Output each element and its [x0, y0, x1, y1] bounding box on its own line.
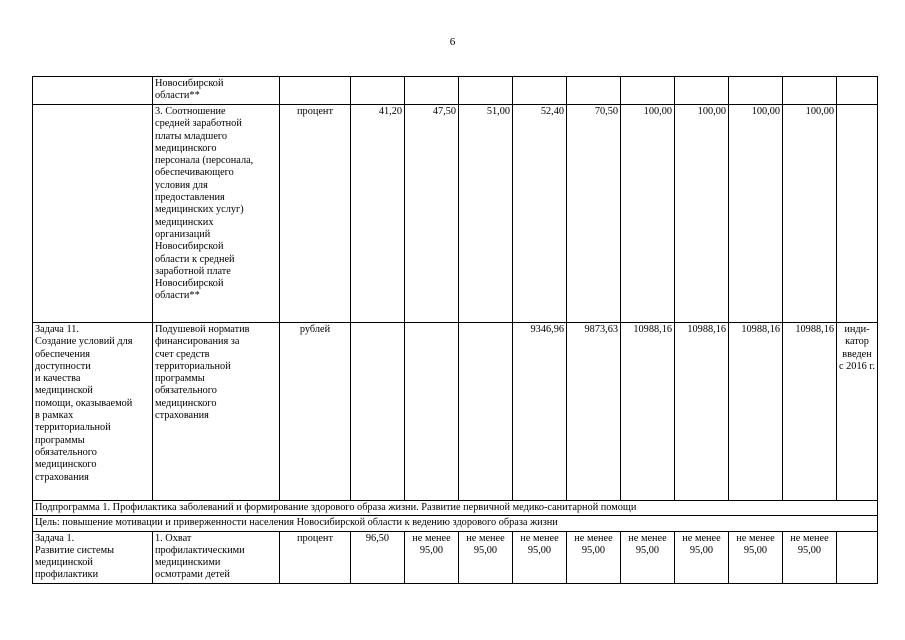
subprogram-row — [33, 501, 878, 516]
goal-title: Цель: повышение мотивации и приверженности населения Новосибирской области к ведению здорового образа жизни — [33, 516, 878, 531]
cell-text-line: 95,00 — [581, 544, 606, 556]
value-cell: 9873,63 — [567, 323, 621, 501]
cell-text-line: 95,00 — [797, 544, 822, 556]
note-cell — [837, 531, 878, 583]
cell-text-line: помощи, оказываемой — [35, 397, 133, 409]
note-cell — [837, 77, 878, 105]
value-cell — [405, 323, 459, 501]
cell-text-line: профилактики — [35, 569, 99, 581]
cell-text-line: профилактическими — [155, 544, 245, 556]
value-cell — [729, 531, 783, 583]
table-row — [33, 105, 878, 323]
value-cell: 47,50 — [405, 105, 459, 323]
cell-text-line: доступности — [35, 360, 91, 372]
note-cell — [837, 323, 878, 501]
value-cell: 10988,16 — [729, 323, 783, 501]
cell-text-line: 96,50 — [365, 532, 390, 544]
cell-text-line: 95,00 — [419, 544, 444, 556]
cell-text-line: Развитие системы — [35, 544, 115, 556]
cell-text-line: не менее — [628, 532, 667, 544]
cell-text-line: не менее — [682, 532, 721, 544]
unit-cell: процент — [280, 531, 351, 583]
cell-text-line: Новосибирской — [155, 241, 224, 253]
cell-text-line: инди- — [844, 324, 870, 335]
goal-row — [33, 516, 878, 531]
cell-text-line: 95,00 — [635, 544, 660, 556]
value-cell — [567, 77, 621, 105]
cell-text-line: обеспечения — [35, 348, 90, 360]
unit-cell: процент — [280, 105, 351, 323]
value-cell — [405, 77, 459, 105]
value-cell — [783, 531, 837, 583]
indicator-cell — [153, 323, 280, 501]
value-cell — [675, 77, 729, 105]
cell-text-line: организаций — [155, 228, 211, 240]
subprogram-title: Подпрограмма 1. Профилактика заболеваний и формирование здорового образа жизни. Развитие первичной медико-санитарной помощи — [33, 501, 878, 516]
note-cell — [837, 105, 878, 323]
cell-text-line: области** — [155, 90, 200, 102]
cell-text-line: 95,00 — [743, 544, 768, 556]
value-cell — [351, 77, 405, 105]
unit-cell — [280, 77, 351, 105]
indicator-cell — [153, 531, 280, 583]
task-cell — [33, 531, 153, 583]
cell-text-line: с 2016 г. — [839, 360, 875, 372]
value-cell — [459, 77, 513, 105]
cell-text-line: программы — [155, 373, 205, 385]
value-cell — [459, 323, 513, 501]
indicator-cell — [153, 105, 280, 323]
cell-text-line: не менее — [736, 532, 775, 544]
value-cell: 41,20 — [351, 105, 405, 323]
cell-text-line: в рамках — [35, 410, 74, 422]
cell-text-line: медицинских услуг) — [155, 204, 244, 216]
cell-text-line: медицинского — [35, 459, 97, 471]
value-cell — [783, 77, 837, 105]
value-cell — [675, 531, 729, 583]
value-cell — [567, 531, 621, 583]
cell-text-line: Создание условий для — [35, 336, 133, 348]
cell-text-line: медицинских — [155, 216, 214, 228]
value-cell: 10988,16 — [783, 323, 837, 501]
cell-text-line: обязательного — [155, 385, 217, 397]
value-cell — [351, 323, 405, 501]
value-cell — [351, 531, 405, 583]
cell-text-line: Новосибирской — [155, 78, 224, 89]
cell-text-line: катор — [845, 336, 869, 348]
unit-cell: рублей — [280, 323, 351, 501]
value-cell: 10988,16 — [675, 323, 729, 501]
cell-text-line: не менее — [520, 532, 559, 544]
value-cell: 51,00 — [459, 105, 513, 323]
table-row — [33, 531, 878, 583]
value-cell — [459, 531, 513, 583]
cell-text-line: введен — [842, 348, 872, 360]
cell-text-line: территориальной — [35, 422, 111, 434]
cell-text-line: не менее — [790, 532, 829, 544]
cell-text-line: Задача 11. — [35, 324, 79, 335]
cell-text-line: условия для — [155, 179, 208, 191]
cell-text-line: медицинского — [155, 142, 217, 154]
task-cell — [33, 323, 153, 501]
cell-text-line: финансирования за — [155, 336, 240, 348]
value-cell: 70,50 — [567, 105, 621, 323]
indicators-table — [32, 76, 878, 584]
value-cell: 100,00 — [675, 105, 729, 323]
cell-text-line: не менее — [412, 532, 451, 544]
cell-text-line: не менее — [466, 532, 505, 544]
cell-text-line: и качества — [35, 373, 81, 385]
cell-text-line: обеспечивающего — [155, 167, 234, 179]
cell-text-line: 95,00 — [473, 544, 498, 556]
cell-text-line: не менее — [574, 532, 613, 544]
cell-text-line: области к средней — [155, 253, 235, 265]
cell-text-line: 3. Соотношение — [155, 106, 226, 117]
table-row — [33, 323, 878, 501]
cell-text-line: области** — [155, 290, 200, 302]
value-cell — [405, 531, 459, 583]
value-cell: 100,00 — [621, 105, 675, 323]
cell-text-line: программы — [35, 434, 85, 446]
cell-text-line: медицинской — [35, 557, 93, 569]
task-cell — [33, 105, 153, 323]
cell-text-line: медицинского — [155, 397, 217, 409]
page-number: 6 — [449, 36, 456, 48]
value-cell: 100,00 — [783, 105, 837, 323]
cell-text-line: Задача 1. — [35, 532, 75, 544]
value-cell: 52,40 — [513, 105, 567, 323]
cell-text-line: Подушевой норматив — [155, 324, 250, 335]
cell-text-line: осмотрами детей — [155, 569, 230, 581]
cell-text-line: страхования — [35, 471, 89, 483]
table-row — [33, 77, 878, 105]
cell-text-line: заработной плате — [155, 265, 231, 277]
cell-text-line: медицинскими — [155, 557, 221, 569]
cell-text-line: территориальной — [155, 360, 231, 372]
value-cell: 100,00 — [729, 105, 783, 323]
cell-text-line: платы младшего — [155, 130, 228, 142]
cell-text-line: средней заработной — [155, 118, 242, 130]
value-cell: 9346,96 — [513, 323, 567, 501]
task-cell — [33, 77, 153, 105]
value-cell — [621, 77, 675, 105]
cell-text-line: обязательного — [35, 446, 97, 458]
cell-text-line: 95,00 — [527, 544, 552, 556]
cell-text-line: 1. Охват — [155, 532, 192, 544]
cell-text-line: страхования — [155, 410, 209, 422]
value-cell — [513, 531, 567, 583]
cell-text-line: 95,00 — [689, 544, 714, 556]
value-cell — [729, 77, 783, 105]
value-cell: 10988,16 — [621, 323, 675, 501]
cell-text-line: предоставления — [155, 192, 225, 204]
value-cell — [513, 77, 567, 105]
value-cell — [621, 531, 675, 583]
cell-text-line: персонала (персонала, — [155, 155, 254, 167]
cell-text-line: медицинской — [35, 385, 93, 397]
cell-text-line: счет средств — [155, 348, 210, 360]
indicator-cell — [153, 77, 280, 105]
cell-text-line: Новосибирской — [155, 278, 224, 290]
